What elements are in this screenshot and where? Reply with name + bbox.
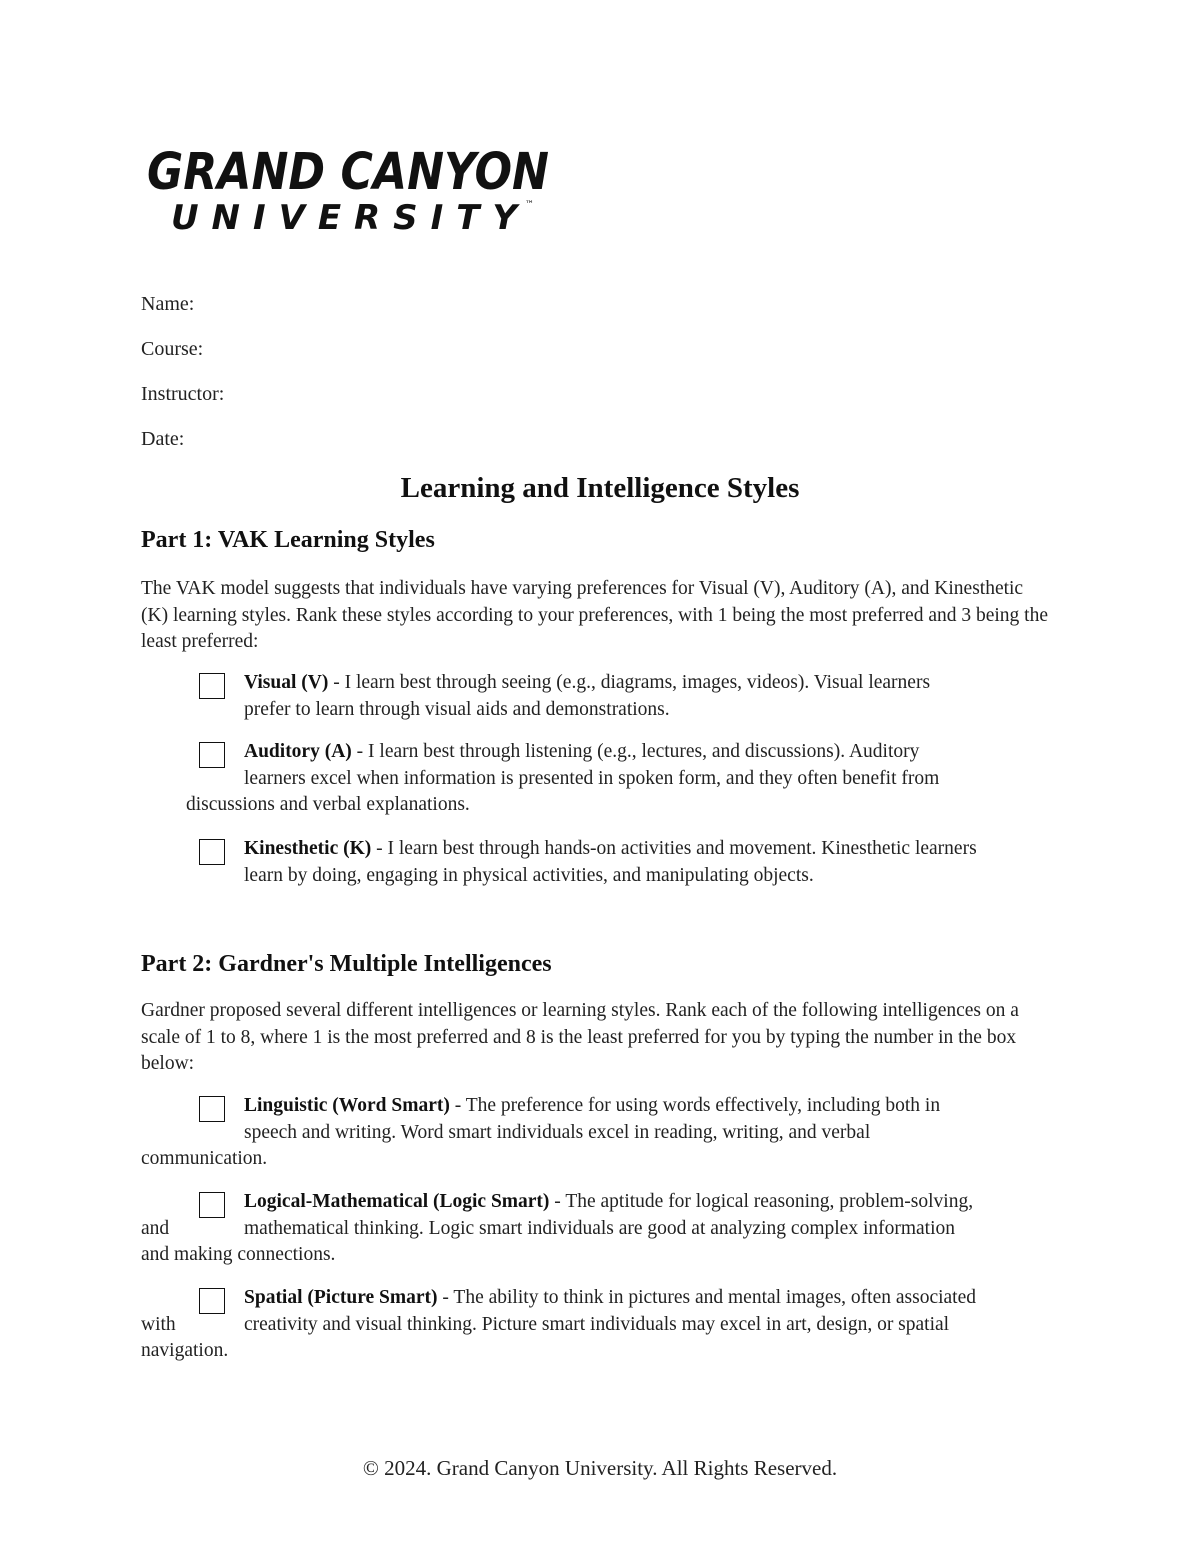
item-description-cont: speech and writing. Word smart individuals excel in reading, writing, and verbal xyxy=(244,1121,871,1143)
trademark-symbol: ™ xyxy=(525,200,534,210)
item-lead-word: with xyxy=(141,1313,176,1335)
part1-intro: The VAK model suggests that individuals have varying preferences for Visual (V), Auditory (A), and Kinesthetic (K) learning styles. Rank these styles according to your preferences, with 1 being the most preferred and 3 being the least preferred: xyxy=(141,578,1049,652)
part2-heading: Part 2: Gardner's Multiple Intelligences xyxy=(141,951,552,977)
item-description-cont: mathematical thinking. Logic smart individuals are good at analyzing complex information xyxy=(244,1217,956,1239)
item-label: Visual (V) xyxy=(244,672,329,693)
logo-wordmark xyxy=(145,143,555,238)
item-label: Logical-Mathematical (Logic Smart) xyxy=(244,1191,550,1212)
item-description-cont: learners excel when information is presented in spoken form, and they often benefit from xyxy=(244,767,940,789)
item-description-cont: creativity and visual thinking. Picture smart individuals may excel in art, design, or spatial xyxy=(244,1313,950,1335)
university-logo xyxy=(145,143,555,238)
item-description-cont: prefer to learn through visual aids and demonstrations. xyxy=(244,698,670,720)
item-lead-word: and xyxy=(141,1217,170,1239)
logo-line-1: GRAND CANYON xyxy=(147,143,549,202)
intelligence-item-linguistic xyxy=(141,1093,1061,1173)
course-field-label: Course: xyxy=(141,338,204,360)
item-description-cont: learn by doing, engaging in physical activities, and manipulating objects. xyxy=(244,864,814,886)
item-label: Kinesthetic (K) xyxy=(244,838,372,859)
copyright-footer: © 2024. Grand Canyon University. All Rights Reserved. xyxy=(362,1456,838,1480)
spatial-rank-checkbox[interactable] xyxy=(199,1288,225,1314)
item-description: - I learn best through seeing (e.g., diagrams, images, videos). Visual learners xyxy=(328,672,931,693)
item-description: - The preference for using words effectively, including both in xyxy=(449,1095,941,1116)
item-label: Spatial (Picture Smart) xyxy=(244,1287,438,1308)
date-field-label: Date: xyxy=(141,428,185,450)
item-description-end: and making connections. xyxy=(141,1244,336,1265)
kinesthetic-rank-checkbox[interactable] xyxy=(199,839,225,865)
intelligence-item-logical xyxy=(141,1189,1061,1269)
vak-item-visual xyxy=(141,670,1061,723)
visual-rank-checkbox[interactable] xyxy=(199,673,225,699)
instructor-field-label: Instructor: xyxy=(141,383,225,405)
item-description: - The ability to think in pictures and mental images, often associated xyxy=(437,1287,976,1308)
linguistic-rank-checkbox[interactable] xyxy=(199,1096,225,1122)
intelligence-item-spatial xyxy=(141,1285,1061,1365)
document-title: Learning and Intelligence Styles xyxy=(400,472,800,504)
part1-heading: Part 1: VAK Learning Styles xyxy=(141,527,435,553)
logical-rank-checkbox[interactable] xyxy=(199,1192,225,1218)
item-description-end: navigation. xyxy=(141,1340,229,1361)
item-label: Auditory (A) xyxy=(244,741,352,762)
part2-intro: Gardner proposed several different intelligences or learning styles. Rank each of the following intelligences on a scale of 1 to 8, where 1 is the most preferred and 8 is the least preferred for you by typing the number in the box below: xyxy=(141,1000,1019,1074)
item-description-end: communication. xyxy=(141,1148,268,1169)
name-field-label: Name: xyxy=(141,293,195,315)
item-description: - I learn best through listening (e.g., lectures, and discussions). Auditory xyxy=(351,741,920,762)
logo-line-2: UNIVERSITY xyxy=(171,198,517,238)
vak-item-kinesthetic xyxy=(141,836,1061,889)
item-description-end: discussions and verbal explanations. xyxy=(186,794,470,815)
item-label: Linguistic (Word Smart) xyxy=(244,1095,450,1116)
item-description: - I learn best through hands-on activities and movement. Kinesthetic learners xyxy=(371,838,977,859)
vak-item-auditory xyxy=(141,739,1061,819)
item-description: - The aptitude for logical reasoning, problem-solving, xyxy=(549,1191,974,1212)
auditory-rank-checkbox[interactable] xyxy=(199,742,225,768)
